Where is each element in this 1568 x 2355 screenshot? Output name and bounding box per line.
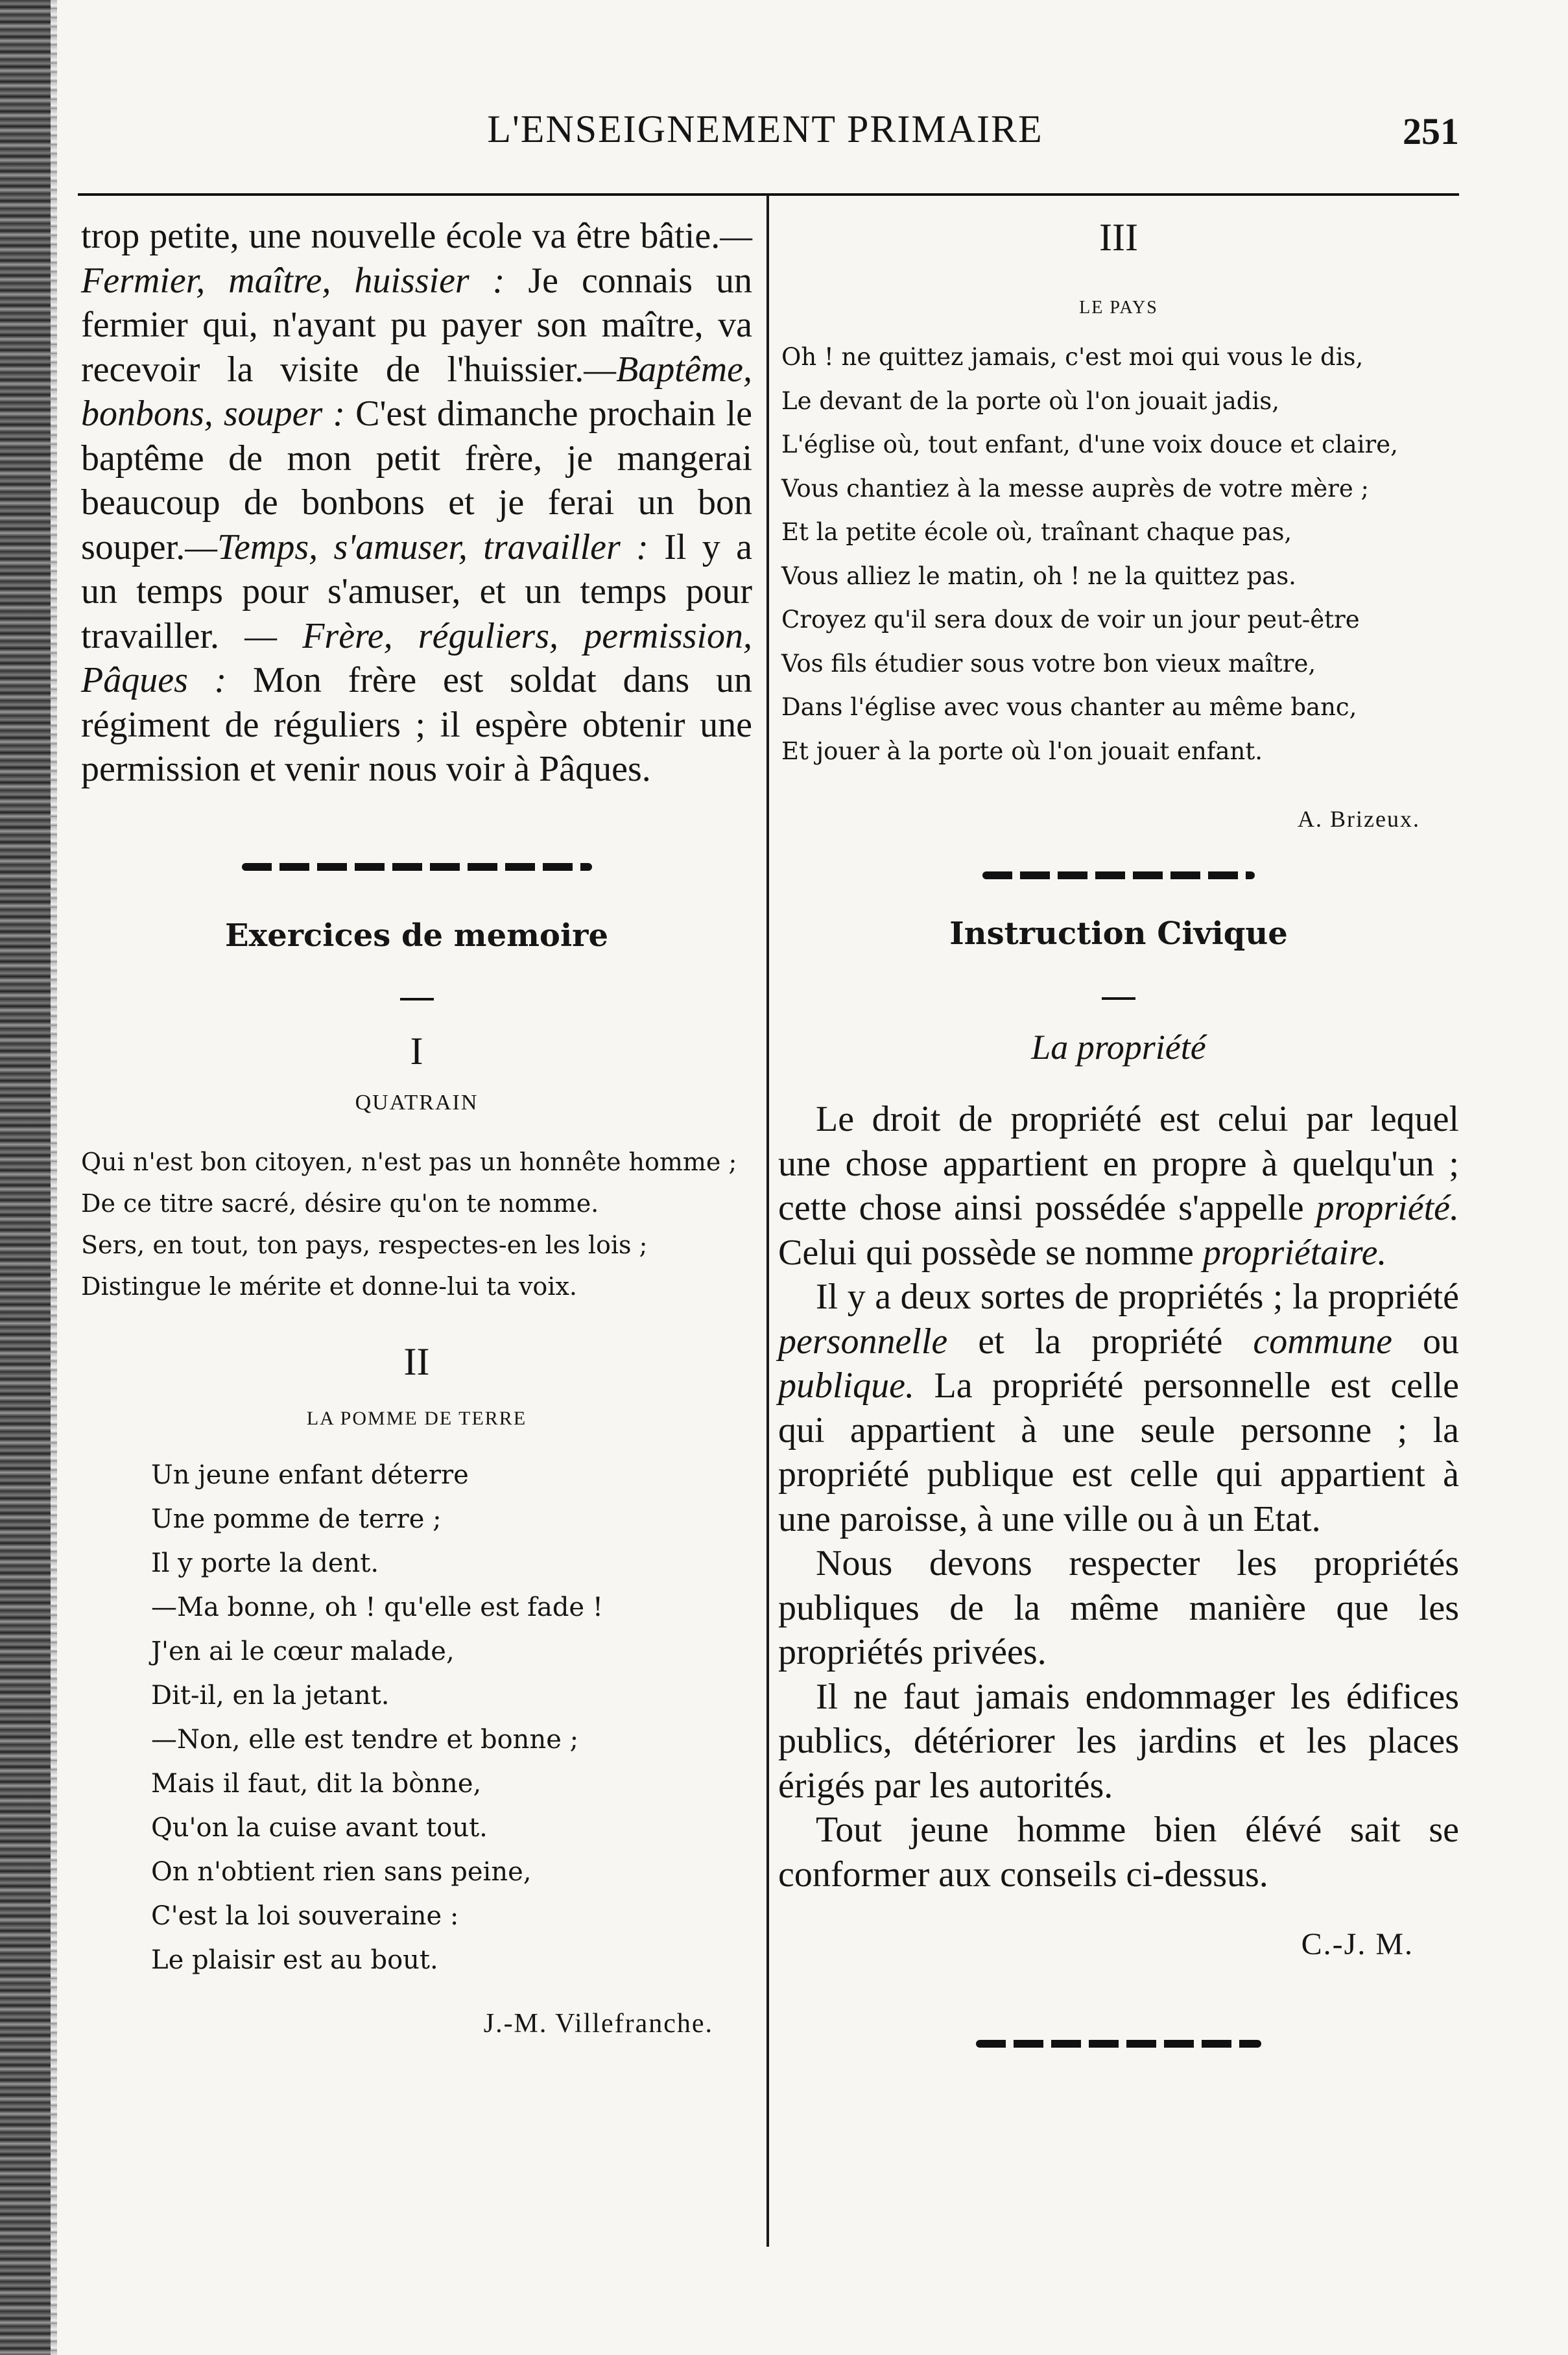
text-run: trop petite, une nouvelle école va être bâtie. xyxy=(81,216,720,256)
article-paragraph xyxy=(778,1675,1459,1808)
verse-line: Dit-il, en la jetant. xyxy=(151,1680,390,1710)
verse-line: J'en ai le cœur malade, xyxy=(151,1636,455,1666)
left-column xyxy=(81,214,752,2039)
italic-run: commune xyxy=(1253,1321,1392,1362)
section-title-memory-exercises: Exercices de memoire xyxy=(225,917,608,954)
poem-author-villefranche: J.-M. Villefranche. xyxy=(483,2008,713,2039)
section-title-civic-instruction: Instruction Civique xyxy=(949,916,1288,952)
verse-line: Un jeune enfant déterre xyxy=(151,1460,469,1490)
civic-article-text xyxy=(778,1097,1459,1897)
poem-author-brizeux: A. Brizeux. xyxy=(1298,806,1420,832)
verse-line: Oh ! ne quittez jamais, c'est moi qui vous le dis, xyxy=(781,343,1364,371)
text-run: ou xyxy=(1392,1321,1460,1362)
text-run: Le droit de propriété est celui par lequel une chose appartient en propre à quelqu'un ; cette chose ainsi possédée s'appelle xyxy=(778,1099,1459,1228)
verse-line: On n'obtient rien sans peine, xyxy=(151,1856,532,1887)
italic-run: —Fermier, maître, huissier : xyxy=(81,216,752,301)
binding-edge xyxy=(51,0,57,2355)
verse-line: Distingue le mérite et donne-lui ta voix. xyxy=(81,1272,577,1301)
verse-line: Mais il faut, dit la bònne, xyxy=(151,1768,482,1799)
italic-run: personnelle xyxy=(778,1321,948,1362)
italic-run: —Temps, s'amuser, travailler : xyxy=(185,527,648,567)
poem-title-quatrain: QUATRAIN xyxy=(355,1090,479,1115)
verse-line: Le plaisir est au bout. xyxy=(151,1945,438,1975)
italic-run: publique. xyxy=(778,1366,914,1406)
right-column xyxy=(778,214,1459,2048)
poem-quatrain xyxy=(81,1141,752,1307)
section-dash xyxy=(1102,997,1135,1000)
verse-line: Et la petite école où, traînant chaque pas, xyxy=(781,518,1292,546)
page-number: 251 xyxy=(1403,110,1459,152)
article-paragraph xyxy=(778,1541,1459,1675)
ornamental-rule xyxy=(982,871,1255,879)
ornamental-rule xyxy=(976,2040,1261,2048)
article-signature: C.-J. M. xyxy=(1301,1927,1414,1961)
journal-title: L'ENSEIGNEMENT PRIMAIRE xyxy=(487,108,1043,150)
poem-numeral-2: II xyxy=(403,1340,430,1383)
text-run: C'est dimanche prochain le baptême de mon petit frère, je mangerai beaucoup de bonbons et je ferai un bon souper. xyxy=(81,394,752,567)
text-run: Je connais un fermier qui, n'ayant pu payer son maître, va recevoir la visite de l'huissier. xyxy=(81,260,752,390)
poem-pomme-de-terre xyxy=(151,1453,752,1982)
verse-line: Dans l'église avec vous chanter au même banc, xyxy=(781,693,1357,721)
vocabulary-exercise-text xyxy=(81,214,752,792)
article-paragraph xyxy=(778,1275,1459,1541)
running-head xyxy=(71,107,1459,159)
verse-line: Vous chantiez à la messe auprès de votre mère ; xyxy=(781,474,1369,503)
binding-strip xyxy=(0,0,51,2355)
article-title-propriete: La propriété xyxy=(1031,1028,1206,1067)
text-run: et la propriété xyxy=(947,1321,1253,1362)
verse-line: De ce titre sacré, désire qu'on te nomme. xyxy=(81,1189,599,1218)
text-run: La propriété personnelle est celle qui appartient à une seule personne ; la propriété publique est celle qui appartient à une paroisse, à une ville ou à un Etat. xyxy=(778,1366,1459,1539)
verse-line: Qu'on la cuise avant tout. xyxy=(151,1812,488,1843)
text-run: Il ne faut jamais endommager les édifices publics, détériorer les jardins et les places érigés par les autorités. xyxy=(778,1676,1459,1806)
verse-line: C'est la loi souveraine : xyxy=(151,1900,459,1931)
text-run: Il y a un temps pour s'amuser, et un temps pour travailler. xyxy=(81,527,753,656)
poem-title-pomme-de-terre: LA POMME DE TERRE xyxy=(306,1407,527,1429)
text-run: Tout jeune homme bien élévé sait se conformer aux conseils ci-dessus. xyxy=(778,1810,1459,1895)
verse-line: Qui n'est bon citoyen, n'est pas un honnête homme ; xyxy=(81,1147,737,1176)
italic-run: propriété. xyxy=(1316,1188,1459,1228)
italic-run: propriétaire. xyxy=(1202,1232,1387,1273)
verse-line: Le devant de la porte où l'on jouait jadis, xyxy=(781,386,1280,415)
column-divider xyxy=(766,195,769,2247)
poem-numeral-3: III xyxy=(1099,216,1138,259)
verse-line: Une pomme de terre ; xyxy=(151,1504,442,1534)
italic-run: — Frère, réguliers, permission, Pâques : xyxy=(81,615,752,700)
verse-line: Sers, en tout, ton pays, respectes-en les lois ; xyxy=(81,1230,648,1259)
text-run: Celui qui possède se nomme xyxy=(778,1232,1203,1273)
poem-title-le-pays: LE PAYS xyxy=(1079,298,1158,318)
poem-le-pays xyxy=(781,335,1459,773)
verse-line: —Non, elle est tendre et bonne ; xyxy=(151,1724,579,1755)
italic-run: —Baptême, bonbons, souper : xyxy=(81,349,752,434)
article-paragraph xyxy=(778,1808,1459,1897)
text-run: Mon frère est soldat dans un régiment de réguliers ; il espère obtenir une permission et venir nous voir à Pâques. xyxy=(81,660,752,789)
verse-line: Vous alliez le matin, oh ! ne la quittez pas. xyxy=(781,562,1296,590)
section-dash xyxy=(400,998,434,1000)
verse-line: Vos fils étudier sous votre bon vieux maître, xyxy=(781,649,1316,678)
verse-line: L'église où, tout enfant, d'une voix douce et claire, xyxy=(781,431,1398,458)
verse-line: —Ma bonne, oh ! qu'elle est fade ! xyxy=(151,1592,603,1622)
ornamental-rule xyxy=(242,863,592,871)
verse-line: Croyez qu'il sera doux de voir un jour peut-être xyxy=(781,606,1360,633)
text-run: Il y a deux sortes de propriétés ; la propriété xyxy=(816,1277,1459,1317)
verse-line: Il y porte la dent. xyxy=(151,1548,379,1578)
article-paragraph xyxy=(778,1097,1459,1275)
poem-numeral-1: I xyxy=(410,1029,423,1072)
text-run: Nous devons respecter les propriétés publiques de la même manière que les propriétés privées. xyxy=(778,1543,1459,1672)
verse-line: Et jouer à la porte où l'on jouait enfant. xyxy=(781,737,1263,765)
